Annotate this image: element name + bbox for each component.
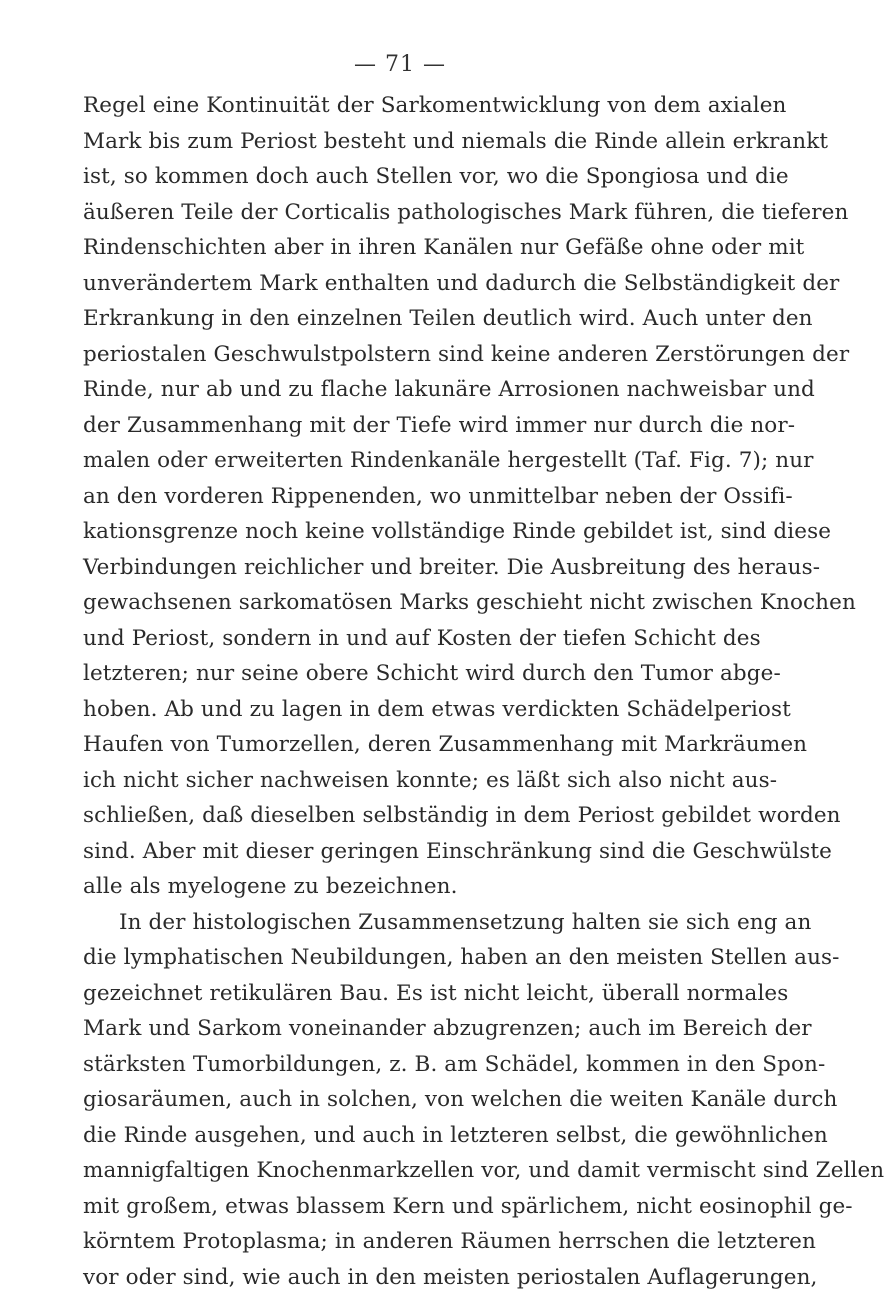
text-line: Regel eine Kontinuität der Sarkomentwicklung von dem axialen xyxy=(83,88,711,124)
text-line: letzteren; nur seine obere Schicht wird durch den Tumor abge- xyxy=(83,656,711,692)
text-line: Haufen von Tumorzellen, deren Zusammenhang mit Markräumen xyxy=(83,727,711,763)
paragraph-2 xyxy=(83,905,711,1295)
text-line: sind. Aber mit dieser geringen Einschränkung sind die Geschwülste xyxy=(83,834,711,870)
text-line: schließen, daß dieselben selbständig in dem Periost gebildet worden xyxy=(83,798,711,834)
text-line: Verbindungen reichlicher und breiter. Die Ausbreitung des heraus- xyxy=(83,550,711,586)
text-line: und Periost, sondern in und auf Kosten der tiefen Schicht des xyxy=(83,621,711,657)
text-line: der Zusammenhang mit der Tiefe wird immer nur durch die nor- xyxy=(83,408,711,444)
text-line: an den vorderen Rippenenden, wo unmittelbar neben der Ossifi- xyxy=(83,479,711,515)
text-line: ich nicht sicher nachweisen konnte; es läßt sich also nicht aus- xyxy=(83,763,711,799)
text-line: körntem Protoplasma; in anderen Räumen herrschen die letzteren xyxy=(83,1224,711,1260)
text-line: alle als myelogene zu bezeichnen. xyxy=(83,869,711,905)
text-line: vor oder sind, wie auch in den meisten periostalen Auflagerungen, xyxy=(83,1260,711,1295)
text-line: kationsgrenze noch keine vollständige Rinde gebildet ist, sind diese xyxy=(83,514,711,550)
paragraph-1 xyxy=(83,88,711,905)
page-number: — 71 — xyxy=(0,52,800,77)
text-line: äußeren Teile der Corticalis pathologisches Mark führen, die tieferen xyxy=(83,195,711,231)
text-line: Mark und Sarkom voneinander abzugrenzen; auch im Bereich der xyxy=(83,1011,711,1047)
text-line: giosaräumen, auch in solchen, von welchen die weiten Kanäle durch xyxy=(83,1082,711,1118)
text-line: stärksten Tumorbildungen, z. B. am Schädel, kommen in den Spon- xyxy=(83,1047,711,1083)
text-line: hoben. Ab und zu lagen in dem etwas verdickten Schädelperiost xyxy=(83,692,711,728)
text-line: In der histologischen Zusammensetzung halten sie sich eng an xyxy=(83,905,711,941)
text-line: mit großem, etwas blassem Kern und spärlichem, nicht eosinophil ge- xyxy=(83,1189,711,1225)
text-line: die lymphatischen Neubildungen, haben an den meisten Stellen aus- xyxy=(83,940,711,976)
text-line: Rindenschichten aber in ihren Kanälen nur Gefäße ohne oder mit xyxy=(83,230,711,266)
text-line: Mark bis zum Periost besteht und niemals die Rinde allein erkrankt xyxy=(83,124,711,160)
body-text xyxy=(83,88,711,1295)
text-line: die Rinde ausgehen, und auch in letzteren selbst, die gewöhnlichen xyxy=(83,1118,711,1154)
text-line: ist, so kommen doch auch Stellen vor, wo die Spongiosa und die xyxy=(83,159,711,195)
text-line: gewachsenen sarkomatösen Marks geschieht nicht zwischen Knochen xyxy=(83,585,711,621)
text-line: periostalen Geschwulstpolstern sind keine anderen Zerstörungen der xyxy=(83,337,711,373)
text-line: mannigfaltigen Knochenmarkzellen vor, und damit vermischt sind Zellen xyxy=(83,1153,711,1189)
text-line: gezeichnet retikulären Bau. Es ist nicht leicht, überall normales xyxy=(83,976,711,1012)
text-line: malen oder erweiterten Rindenkanäle hergestellt (Taf. Fig. 7); nur xyxy=(83,443,711,479)
text-line: unverändertem Mark enthalten und dadurch die Selbständigkeit der xyxy=(83,266,711,302)
text-line: Rinde, nur ab und zu flache lakunäre Arrosionen nachweisbar und xyxy=(83,372,711,408)
text-line: Erkrankung in den einzelnen Teilen deutlich wird. Auch unter den xyxy=(83,301,711,337)
